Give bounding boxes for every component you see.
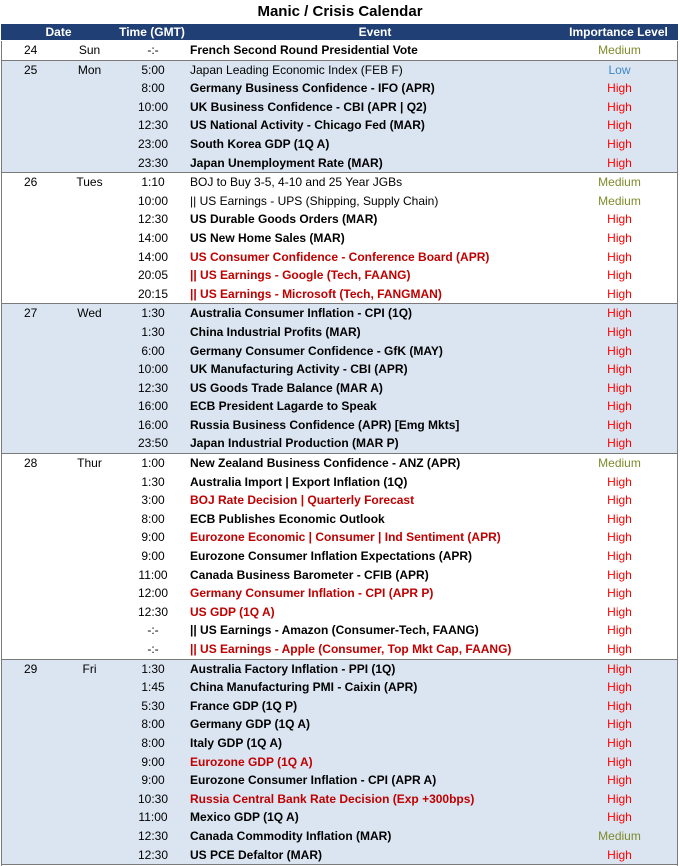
event-name: ECB Publishes Economic Outlook: [190, 511, 385, 526]
event-time: 10:00: [137, 362, 169, 377]
event-time: 1:30: [141, 324, 165, 339]
event-time: 16:00: [137, 399, 169, 414]
table-row: [2, 678, 677, 697]
importance-level: High: [607, 735, 632, 750]
event-time: 1:30: [141, 306, 165, 321]
importance-level: High: [607, 511, 632, 526]
table-row: [2, 79, 677, 98]
table-row: [2, 248, 677, 267]
importance-level: High: [607, 791, 632, 806]
importance-level: High: [607, 698, 632, 713]
event-time: 11:00: [138, 810, 168, 825]
day-date: 25: [24, 62, 38, 77]
event-time: 6:00: [141, 343, 165, 358]
event-name: Eurozone GDP (1Q A): [190, 754, 313, 769]
event-name: France GDP (1Q P): [190, 698, 298, 713]
importance-level: High: [607, 661, 632, 676]
table-row: [2, 416, 677, 435]
table-row: [2, 827, 677, 846]
event-name: Russia Central Bank Rate Decision (Exp +300bps): [190, 791, 475, 806]
day-date: 24: [24, 43, 38, 57]
event-time: 10:00: [137, 193, 169, 208]
importance-level: High: [607, 362, 632, 377]
event-name: Mexico GDP (1Q A): [190, 810, 299, 825]
importance-level: High: [607, 847, 632, 862]
event-name: UK Business Confidence - CBI (APR | Q2): [190, 99, 427, 114]
day-of-week: Wed: [77, 306, 102, 321]
event-time: 12:30: [137, 118, 169, 133]
importance-level: High: [607, 230, 632, 245]
table-row: [2, 342, 677, 361]
event-time: 12:30: [137, 847, 169, 862]
table-header: [1, 24, 678, 40]
importance-level: Low: [608, 62, 631, 77]
importance-level: High: [607, 286, 632, 301]
importance-level: High: [607, 642, 632, 656]
table-row: [2, 808, 677, 827]
importance-level: High: [607, 212, 632, 227]
event-time: 1:30: [141, 661, 165, 676]
importance-level: High: [607, 530, 632, 545]
importance-level: High: [607, 380, 632, 395]
day-group: [2, 41, 677, 61]
table-row: [2, 621, 677, 640]
table-row: [2, 454, 677, 473]
importance-level: High: [607, 118, 632, 133]
event-time: 10:30: [137, 791, 169, 806]
event-name: Germany Consumer Confidence - GfK (MAY): [190, 343, 443, 358]
event-time: 1:45: [141, 680, 165, 695]
event-name: New Zealand Business Confidence - ANZ (APR): [190, 456, 461, 471]
importance-level: High: [607, 773, 632, 788]
importance-level: High: [607, 417, 632, 432]
event-time: 8:00: [141, 735, 165, 750]
table-row: [2, 771, 677, 790]
importance-level: High: [607, 717, 632, 732]
table-row: [2, 846, 677, 865]
event-name: Russia Business Confidence (APR) [Emg Mkts]: [190, 417, 460, 432]
importance-level: High: [607, 436, 632, 451]
event-time: 10:00: [137, 99, 169, 114]
event-name: French Second Round Presidential Vote: [190, 43, 418, 57]
table-row: [2, 98, 677, 117]
table-row: [2, 192, 677, 211]
event-time: -:-: [147, 623, 159, 638]
event-name: || US Earnings - Apple (Consumer, Top Mkt Cap, FAANG): [190, 642, 512, 656]
table-row: [2, 473, 677, 492]
table-row: [2, 285, 677, 304]
table-row: [2, 135, 677, 154]
importance-level: High: [607, 306, 632, 321]
day-date: 26: [24, 175, 38, 190]
event-time: 5:30: [141, 698, 165, 713]
table-row: [2, 491, 677, 510]
day-group: [2, 61, 677, 174]
table-row: [2, 173, 677, 192]
day-date: 28: [24, 456, 38, 471]
table-row: [2, 603, 677, 622]
event-name: Australia Import | Export Inflation (1Q): [190, 474, 408, 489]
table-row: [2, 510, 677, 529]
table-row: [2, 584, 677, 603]
importance-level: High: [607, 99, 632, 114]
event-name: || US Earnings - Google (Tech, FAANG): [190, 268, 411, 283]
event-name: Germany GDP (1Q A): [190, 717, 311, 732]
event-name: BOJ Rate Decision | Quarterly Forecast: [190, 493, 415, 508]
event-time: 8:00: [141, 717, 165, 732]
importance-level: Medium: [598, 175, 641, 190]
event-name: US Consumer Confidence - Conference Board (APR): [190, 249, 490, 264]
table-row: [2, 360, 677, 379]
importance-level: High: [607, 567, 632, 582]
event-time: 14:00: [137, 249, 169, 264]
importance-level: High: [607, 474, 632, 489]
table-row: [2, 790, 677, 809]
event-time: 23:30: [137, 155, 169, 170]
event-time: 9:00: [141, 530, 165, 545]
event-time: 5:00: [141, 62, 165, 77]
table-row: [2, 116, 677, 135]
table-row: [2, 229, 677, 248]
importance-level: Medium: [598, 456, 641, 471]
event-time: 23:50: [137, 436, 169, 451]
table-row: [2, 660, 677, 679]
importance-level: High: [607, 493, 632, 508]
day-of-week: Sun: [78, 43, 101, 57]
importance-level: High: [607, 623, 632, 638]
event-name: || US Earnings - Microsoft (Tech, FANGMAN): [190, 286, 442, 301]
event-time: 3:00: [141, 493, 165, 508]
importance-level: High: [607, 324, 632, 339]
importance-level: High: [607, 136, 632, 151]
event-time: 20:15: [137, 286, 169, 301]
event-name: Eurozone Consumer Inflation - CPI (APR A): [190, 773, 437, 788]
event-name: Canada Commodity Inflation (MAR): [190, 828, 392, 843]
event-time: 8:00: [141, 511, 165, 526]
table-row: [2, 640, 677, 659]
event-name: Japan Unemployment Rate (MAR): [190, 155, 383, 170]
importance-level: Medium: [598, 43, 641, 57]
event-name: Eurozone Economic | Consumer | Ind Sentiment (APR): [190, 530, 501, 545]
table-row: [2, 210, 677, 229]
day-of-week: Thur: [77, 456, 102, 471]
table-row: [2, 379, 677, 398]
importance-level: High: [607, 81, 632, 96]
event-name: Australia Consumer Inflation - CPI (1Q): [190, 306, 413, 321]
event-name: Japan Leading Economic Index (FEB F): [190, 62, 403, 77]
table-row: [2, 397, 677, 416]
event-name: BOJ to Buy 3-5, 4-10 and 25 Year JGBs: [190, 175, 403, 190]
importance-level: Medium: [598, 193, 641, 208]
event-time: -:-: [147, 642, 159, 656]
event-name: Japan Industrial Production (MAR P): [190, 436, 399, 451]
event-time: 9:00: [141, 549, 165, 564]
event-name: US GDP (1Q A): [190, 604, 275, 619]
event-time: 14:00: [137, 230, 169, 245]
importance-level: High: [607, 549, 632, 564]
event-name: Germany Business Confidence - IFO (APR): [190, 81, 435, 96]
event-time: 9:00: [141, 773, 165, 788]
event-time: 12:30: [137, 828, 169, 843]
event-time: 1:10: [141, 175, 165, 190]
day-group: [2, 660, 677, 866]
table-row: [2, 547, 677, 566]
event-name: South Korea GDP (1Q A): [190, 136, 330, 151]
importance-level: High: [607, 754, 632, 769]
event-name: US National Activity - Chicago Fed (MAR): [190, 118, 425, 133]
table-row: [2, 323, 677, 342]
table-body: [1, 41, 678, 866]
event-name: Italy GDP (1Q A): [190, 735, 283, 750]
importance-level: High: [607, 343, 632, 358]
header-date: Date: [45, 25, 72, 39]
day-group: [2, 454, 677, 660]
event-name: Australia Factory Inflation - PPI (1Q): [190, 661, 396, 676]
table-row: [2, 304, 677, 323]
table-row: [2, 715, 677, 734]
table-row: [2, 697, 677, 716]
importance-level: High: [607, 604, 632, 619]
day-date: 29: [24, 661, 38, 676]
event-name: || US Earnings - Amazon (Consumer-Tech, FAANG): [190, 623, 479, 638]
event-time: 12:30: [137, 212, 169, 227]
table-row: [2, 41, 677, 60]
event-name: US Goods Trade Balance (MAR A): [190, 380, 383, 395]
importance-level: High: [607, 268, 632, 283]
event-name: Eurozone Consumer Inflation Expectations (APR): [190, 549, 473, 564]
event-time: 9:00: [141, 754, 165, 769]
day-group: [2, 304, 677, 454]
page-title: Manic / Crisis Calendar: [257, 3, 423, 20]
header-time: Time (GMT): [119, 25, 185, 39]
event-name: US Durable Goods Orders (MAR): [190, 212, 378, 227]
day-of-week: Tues: [76, 175, 103, 190]
importance-level: High: [607, 810, 632, 825]
importance-level: High: [607, 249, 632, 264]
event-name: US PCE Defaltor (MAR): [190, 847, 323, 862]
event-time: 1:00: [141, 456, 165, 471]
event-time: 23:00: [137, 136, 169, 151]
day-group: [2, 173, 677, 304]
event-time: 12:30: [137, 380, 169, 395]
event-name: Canada Business Barometer - CFIB (APR): [190, 567, 429, 582]
event-name: || US Earnings - UPS (Shipping, Supply Chain): [190, 193, 439, 208]
importance-level: High: [607, 586, 632, 601]
event-time: -:-: [147, 43, 159, 57]
importance-level: High: [607, 155, 632, 170]
table-row: [2, 566, 677, 585]
importance-level: High: [607, 399, 632, 414]
day-of-week: Fri: [82, 661, 97, 676]
event-time: 12:00: [137, 586, 169, 601]
table-row: [2, 528, 677, 547]
importance-level: High: [607, 680, 632, 695]
event-name: US New Home Sales (MAR): [190, 230, 345, 245]
event-time: 11:00: [138, 567, 168, 582]
importance-level: Medium: [598, 828, 641, 843]
event-name: China Manufacturing PMI - Caixin (APR): [190, 680, 418, 695]
event-time: 20:05: [137, 268, 169, 283]
event-time: 12:30: [137, 604, 169, 619]
header-event: Event: [358, 25, 392, 39]
event-time: 8:00: [141, 81, 165, 96]
event-time: 1:30: [141, 474, 165, 489]
day-of-week: Mon: [77, 62, 102, 77]
table-row: [2, 753, 677, 772]
event-time: 16:00: [137, 417, 169, 432]
table-row: [2, 266, 677, 285]
event-name: Germany Consumer Inflation - CPI (APR P): [190, 586, 434, 601]
header-importance: Importance Level: [569, 25, 668, 39]
day-date: 27: [24, 306, 38, 321]
event-name: UK Manufacturing Activity - CBI (APR): [190, 362, 408, 377]
table-row: [2, 434, 677, 453]
event-name: ECB President Lagarde to Speak: [190, 399, 377, 414]
table-row: [2, 154, 677, 173]
table-row: [2, 734, 677, 753]
table-row: [2, 61, 677, 80]
event-name: China Industrial Profits (MAR): [190, 324, 361, 339]
